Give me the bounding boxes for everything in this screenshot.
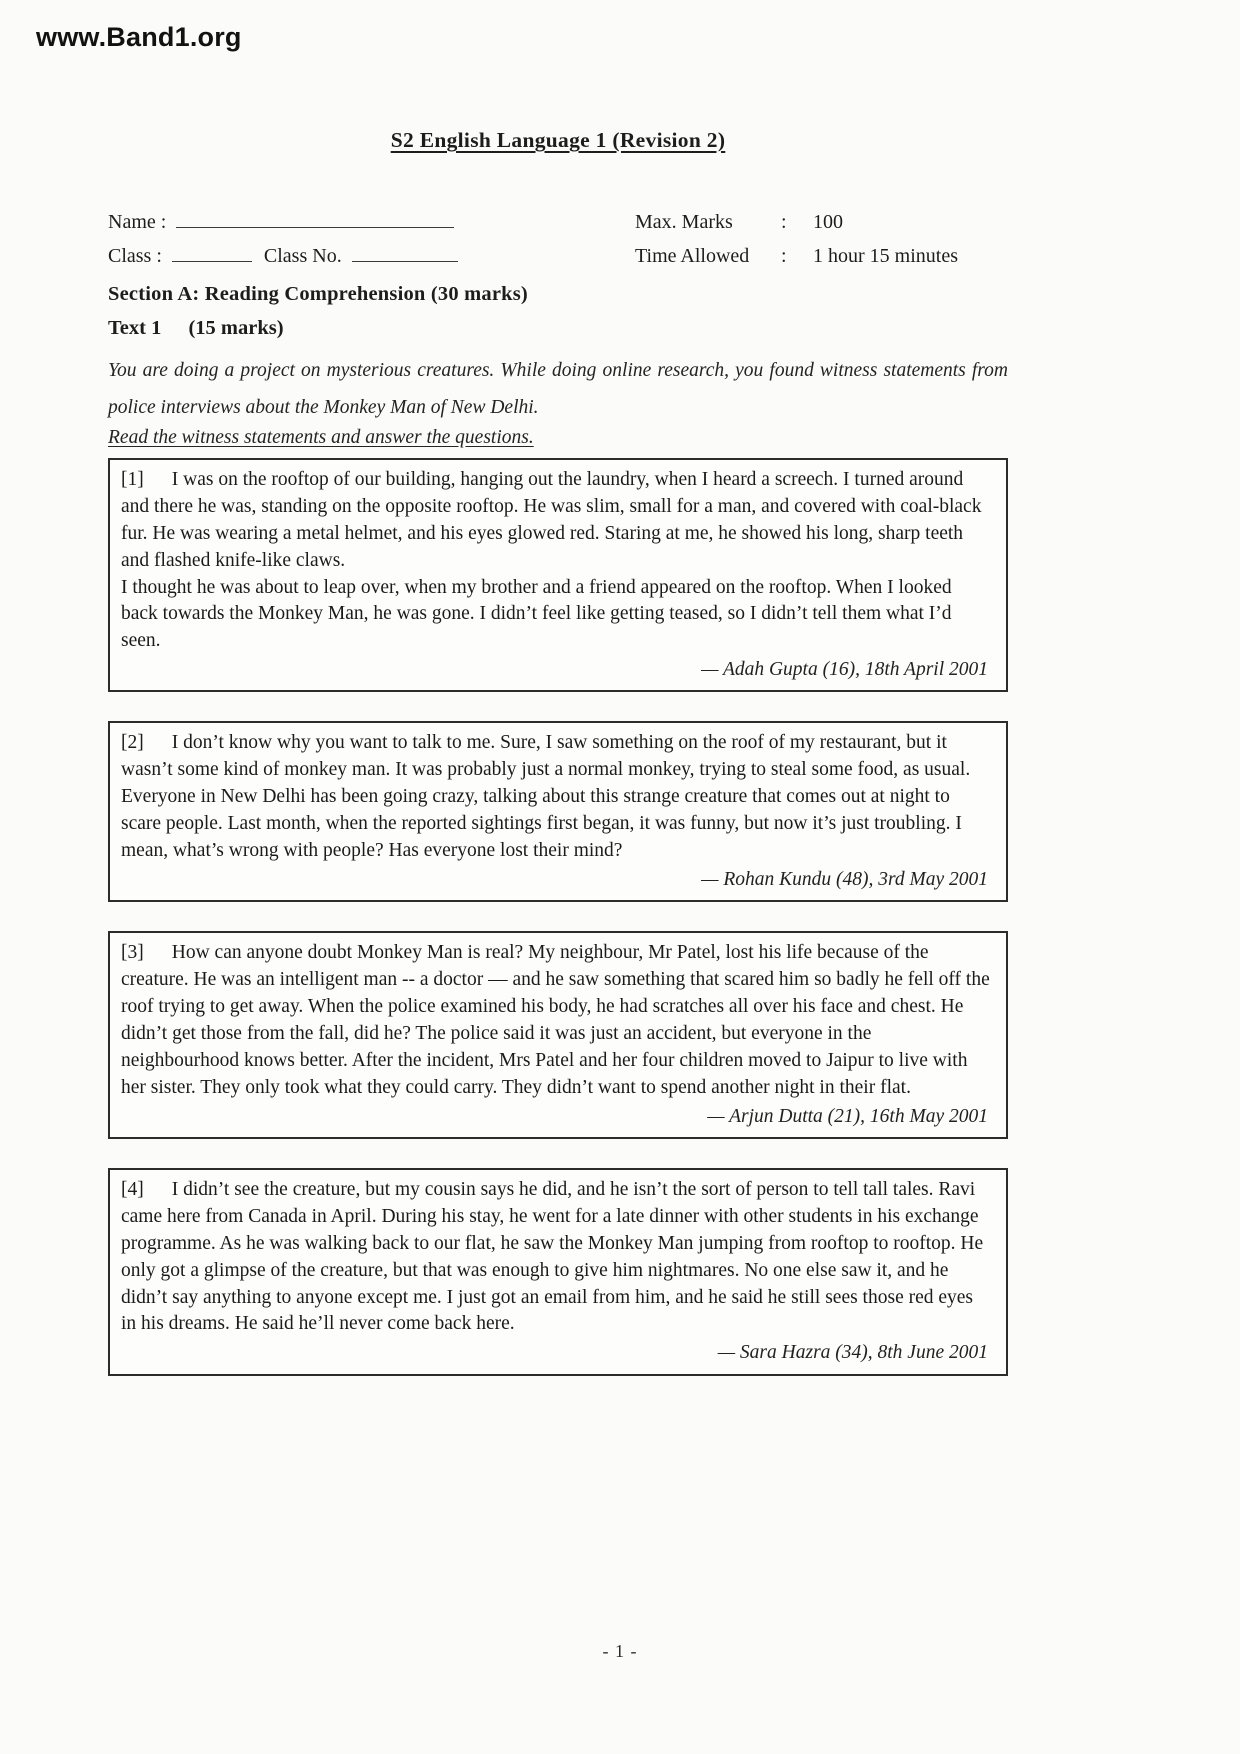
class-no-blank-line [352,247,458,262]
witness-statement-2 [108,721,1008,902]
statement-1-attribution: — Adah Gupta (16), 18th April 2001 [701,659,988,681]
page-number: - 1 - [602,1641,638,1661]
site-watermark: www.Band1.org [36,22,242,52]
witness-statement-3 [108,931,1008,1139]
time-allowed-label: Time Allowed [635,245,750,267]
max-marks-value: 100 [813,211,843,233]
statement-3-paragraph-1: How can anyone doubt Monkey Man is real? My neighbour, Mr Patel, lost his life because of the creature. He was an intelligent man -- a doctor — and he saw something that scared him so badly he fell off the roof trying to get away. When the police examined his body, he had scratches all over his face and chest. He didn’t get those from the fall, did he? The police said it was just an accident, but everyone in the neighbourhood knows better. After the incident, Mrs Patel and her four children moved to Jaipur to live with her sister. They only took what they could carry. They didn’t want to spend another night in their flat. [121,942,990,1098]
time-allowed-colon: : [781,245,787,267]
statement-3-attribution: — Arjun Dutta (21), 16th May 2001 [707,1105,988,1127]
page-title: S2 English Language 1 (Revision 2) [390,128,726,152]
statement-4-attribution: — Sara Hazra (34), 8th June 2001 [717,1342,988,1364]
max-marks-colon: : [781,211,787,233]
exam-meta [108,211,1008,279]
name-label: Name : [108,211,167,233]
name-blank-line [176,213,454,228]
time-allowed-value: 1 hour 15 minutes [813,245,958,267]
max-marks-label: Max. Marks [635,211,733,233]
text-1-heading [108,317,1008,340]
statement-1-paragraph-2: I thought he was about to leap over, when my brother and a friend appeared on the rooftop. When I looked back towards the Monkey Man, he was gone. I didn’t feel like getting teased, so I didn’t tell them what I’d seen. [121,576,952,652]
statement-1-paragraph-1: I was on the rooftop of our building, hanging out the laundry, when I heard a screech. I turned around and there he was, standing on the opposite rooftop. He was slim, small for a man, and covered with coal-black fur. He was wearing a metal helmet, and his eyes glowed red. Staring at me, he showed his long, sharp teeth and flashed knife-like claws. [121,468,982,571]
statement-2-attribution: — Rohan Kundu (48), 3rd May 2001 [701,869,988,890]
statement-2-paragraph-1: I don’t know why you want to talk to me. Sure, I saw something on the roof of my restaurant, but it wasn’t some kind of monkey man. It was probably just a normal monkey, trying to steal some food, as usual. Everyone in New Delhi has been going crazy, talking about this strange creature that comes out at night to scare people. Last month, when the reported sightings first began, it was funny, but now it’s just troubling. I mean, what’s wrong with people? Has everyone lost their mind? [121,732,971,862]
statement-4-number: [4] [121,1178,144,1200]
witness-statement-1 [108,458,1008,693]
exam-page [108,0,1008,1405]
class-blank-line [172,247,252,262]
reading-instruction: Read the witness statements and answer the questions. [108,426,534,448]
statement-3-number: [3] [121,942,144,964]
text-1-label: Text 1 [108,317,162,339]
class-no-label: Class No. [263,245,342,267]
statement-2-number: [2] [121,732,144,754]
scenario-intro: You are doing a project on mysterious creatures. While doing online research, you found witness statements from police interviews about the Monkey Man of New Delhi. [108,360,1008,419]
text-1-marks: (15 marks) [188,317,284,339]
statement-1-number: [1] [121,468,144,490]
section-a-heading: Section A: Reading Comprehension (30 marks) [108,283,528,305]
witness-statement-4 [108,1168,1008,1376]
class-label: Class : [108,245,162,267]
statement-4-paragraph-1: I didn’t see the creature, but my cousin says he did, and he isn’t the sort of person to tell tall tales. Ravi came here from Canada in April. During his stay, he went for a late dinner with other students in his exchange programme. As he was walking back to our flat, he saw the Monkey Man jumping from rooftop to rooftop. He only got a glimpse of the creature, but that was enough to give him nightmares. No one else saw it, and he didn’t say anything to anyone except me. I just got an email from him, and he said he still sees those red eyes in his dreams. He said he’ll never come back here. [121,1178,984,1335]
